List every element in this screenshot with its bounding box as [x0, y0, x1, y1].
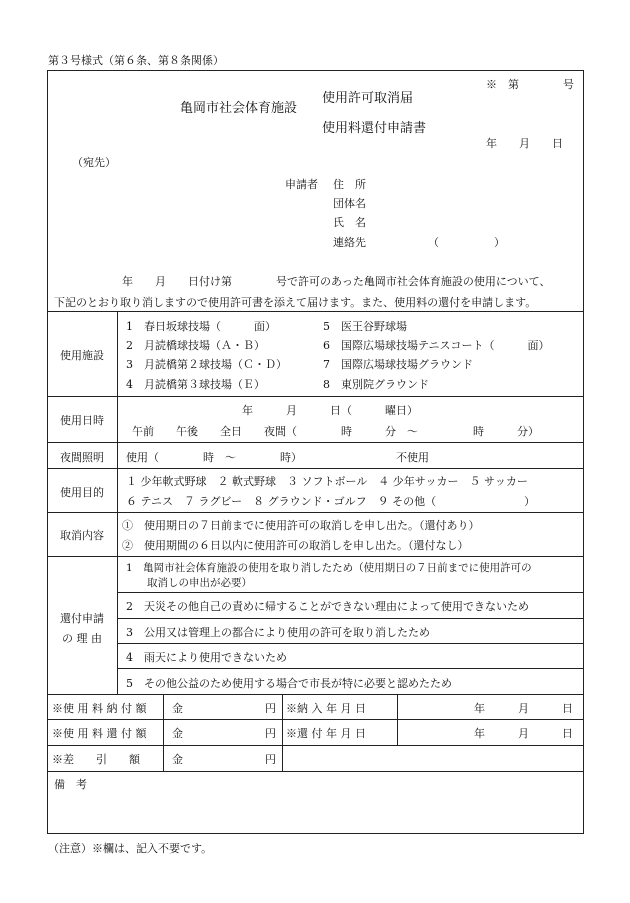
facility-label: 使用施設 [60, 349, 104, 362]
name-label: 氏 名 [333, 216, 366, 229]
rule [397, 694, 398, 745]
receipt-number: ※ 第 号 [486, 78, 574, 91]
refund-reason-item: 4 雨天により使用できないため [126, 651, 287, 664]
refund-reason-item-cont: 取消しの申出が必要） [147, 577, 252, 589]
title-refund: 使用料還付申請書 [322, 121, 427, 136]
fee-paid-label: ※使 用 料 納 付 額 [52, 702, 147, 715]
intro-line1: 年 月 日付け第 号で許可のあった亀岡市社会体育施設の使用について、 [122, 275, 551, 288]
contact-paren: （ ） [428, 236, 505, 249]
facility-item: 5 医王谷野球場 [323, 320, 407, 333]
rule [47, 512, 584, 513]
application-date: 年 月 日 [486, 137, 563, 150]
rule [282, 694, 283, 771]
refund-reason-label-2: の 理 由 [62, 632, 102, 645]
refund-reason-item: 1 亀岡市社会体育施設の使用を取り消したため（使用期日の７日前までに使用許可の [126, 562, 532, 574]
night-light-no-use: 不使用 [396, 451, 429, 464]
paid-date-label: ※納 入 年 月 日 [286, 702, 366, 715]
fee-refund-label: ※使 用 料 還 付 額 [52, 727, 147, 740]
refund-reason-label-1: 還付申請 [60, 612, 104, 625]
rule [117, 618, 584, 619]
rule [47, 771, 584, 772]
rule [47, 468, 584, 469]
rule [47, 694, 584, 695]
purpose-line2: ６ テニス ７ ラグビー ８ グラウンド・ゴルフ ９ その他（ ） [126, 495, 536, 508]
group-label: 団体名 [333, 197, 366, 210]
rule [117, 311, 118, 694]
address-label: 住 所 [333, 178, 366, 191]
purpose-line1: １ 少年軟式野球 ２ 軟式野球 ３ ソフトボール ４ 少年サッカー ５ サッカー [126, 475, 528, 488]
fee-diff-yen: 円 [265, 753, 276, 766]
purpose-label: 使用目的 [60, 486, 104, 499]
night-light-label: 夜間照明 [60, 451, 104, 464]
night-light-use: 使用（ 時 〜 時） [126, 451, 302, 464]
facility-item: 6 国際広場球技場テニスコート（ 面） [323, 339, 550, 352]
facility-item: 8 東別院グラウンド [323, 378, 429, 391]
rule [47, 556, 584, 557]
paid-date: 年 月 日 [474, 702, 573, 715]
contact-label: 連絡先 [333, 236, 366, 249]
rule [47, 311, 584, 312]
cancel-option-2: ② 使用期間の６日以内に使用許可の取消しを申し出た。（還付なし） [122, 539, 469, 552]
title-cancel: 使用許可取消届 [322, 91, 414, 106]
facility-item: 1 春日坂球技場（ 面） [126, 320, 276, 333]
rule [47, 396, 584, 397]
refund-date-label: ※還 付 年 月 日 [286, 727, 366, 740]
title-facility: 亀岡市社会体育施設 [180, 101, 298, 116]
remarks-label: 備 考 [54, 778, 87, 791]
note: （注意）※欄は、記入不要です。 [48, 842, 213, 855]
addressee: （宛先） [72, 156, 116, 169]
rule [117, 592, 584, 593]
applicant-label: 申請者 [285, 178, 318, 191]
rule [117, 643, 584, 644]
usage-date-label: 使用日時 [60, 414, 104, 427]
fee-refund-kin: 金 [172, 727, 183, 740]
form-number: 第３号様式（第６条、第８条関係） [48, 54, 224, 67]
usage-date: 年 月 日（ 曜日） [242, 404, 418, 417]
facility-item: 4 月読橋第３球技場（Ｅ） [126, 378, 265, 391]
rule [117, 668, 584, 669]
facility-item: 7 国際広場球技場グラウンド [323, 358, 473, 371]
facility-item: 3 月読橋第２球技場（Ｃ・Ｄ） [126, 358, 287, 371]
rule [47, 719, 584, 720]
fee-paid-yen: 円 [265, 702, 276, 715]
fee-diff-label: ※差 引 額 [52, 753, 140, 766]
rule [47, 442, 584, 443]
cancel-option-1: ① 使用期日の７日前までに使用許可の取消しを申し出た。（還付あり） [122, 519, 480, 532]
facility-item: 2 月読橋球技場（Ａ・Ｂ） [126, 339, 265, 352]
cancel-label: 取消内容 [60, 529, 104, 542]
refund-reason-item: 2 天災その他自己の責めに帰することができない理由によって使用できないため [126, 600, 529, 613]
refund-reason-item: 5 その他公益のため使用する場合で市長が特に必要と認めたため [126, 677, 452, 690]
intro-line2: 下記のとおり取り消しますので使用許可書を添えて届けます。また、使用料の還付を申請します。 [54, 296, 537, 309]
fee-paid-kin: 金 [172, 702, 183, 715]
usage-time: 午前 午後 全日 夜間（ 時 分 〜 時 分） [132, 425, 539, 438]
rule [47, 745, 584, 746]
refund-reason-item: 3 公用又は管理上の都合により使用の許可を取り消したため [126, 626, 430, 639]
fee-diff-kin: 金 [172, 753, 183, 766]
refund-date: 年 月 日 [474, 727, 573, 740]
rule [163, 694, 164, 771]
fee-refund-yen: 円 [265, 727, 276, 740]
